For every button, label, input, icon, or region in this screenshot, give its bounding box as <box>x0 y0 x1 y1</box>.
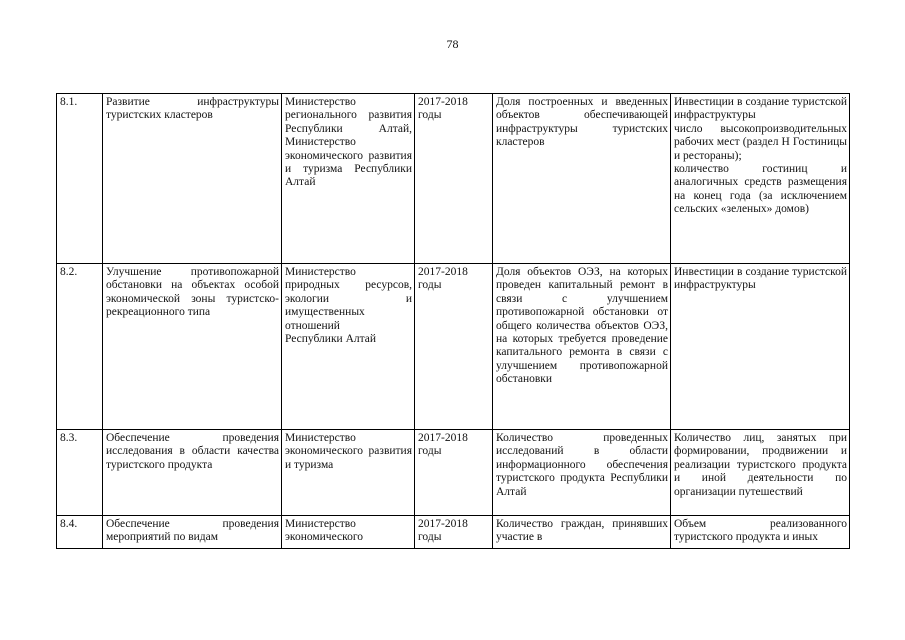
period-cell: 2017-2018 годы <box>415 516 493 549</box>
program-indicator-cell: Количество лиц, занятых при формировании, продвижении и реализации туристского продукта и иной деятельности по организации путешествий <box>671 430 850 516</box>
table-row <box>57 264 850 430</box>
period-cell: 2017-2018 годы <box>415 430 493 516</box>
responsible-org-cell: Министерство экономического <box>282 516 415 549</box>
activity-name-cell: Улучшение противопожарной обстановки на объектах особой экономической зоны туристско-рекреационного типа <box>103 264 282 430</box>
responsible-org-cell: Министерство экономического развития и туризма <box>282 430 415 516</box>
row-number-cell: 8.2. <box>57 264 103 430</box>
responsible-org-cell: Министерство природных ресурсов, экологии и имущественных отношений Республики Алтай <box>282 264 415 430</box>
direct-result-cell: Количество проведенных исследований в области информационного обеспечения туристского продукта Республики Алтай <box>493 430 671 516</box>
program-indicator-cell: Объем реализованного туристского продукта и иных <box>671 516 850 549</box>
activity-name-cell: Развитие инфраструктуры туристских кластеров <box>103 94 282 264</box>
page-number: 78 <box>446 37 459 51</box>
period-cell: 2017-2018 годы <box>415 264 493 430</box>
row-number-cell: 8.3. <box>57 430 103 516</box>
direct-result-cell: Доля построенных и введенных объектов обеспечивающей инфраструктуры туристских кластеров <box>493 94 671 264</box>
activities-table <box>56 93 850 549</box>
row-number-cell: 8.1. <box>57 94 103 264</box>
activity-name-cell: Обеспечение проведения исследования в области качества туристского продукта <box>103 430 282 516</box>
table-row <box>57 94 850 264</box>
table-row <box>57 516 850 549</box>
program-indicator-cell: Инвестиции в создание туристской инфраструктуры <box>671 264 850 430</box>
table-row <box>57 430 850 516</box>
row-number-cell: 8.4. <box>57 516 103 549</box>
activity-name-cell: Обеспечение проведения мероприятий по видам <box>103 516 282 549</box>
program-indicator-cell: Инвестиции в создание туристской инфраструктуры число высокопроизводительных рабочих мест (раздел H Гостиницы и рестораны); количество гостиниц и аналогичных средств размещения на конец года (за исключением сельских «зеленых» домов) <box>671 94 850 264</box>
direct-result-cell: Доля объектов ОЭЗ, на которых проведен капитальный ремонт в связи с улучшением противопожарной обстановки от общего количества объектов ОЭЗ, на которых требуется проведение капитального ремонта в связи с улучшением противопожарной обстановки <box>493 264 671 430</box>
period-cell: 2017-2018 годы <box>415 94 493 264</box>
direct-result-cell: Количество граждан, принявших участие в <box>493 516 671 549</box>
responsible-org-cell: Министерство регионального развития Республики Алтай, Министерство экономического развития и туризма Республики Алтай <box>282 94 415 264</box>
